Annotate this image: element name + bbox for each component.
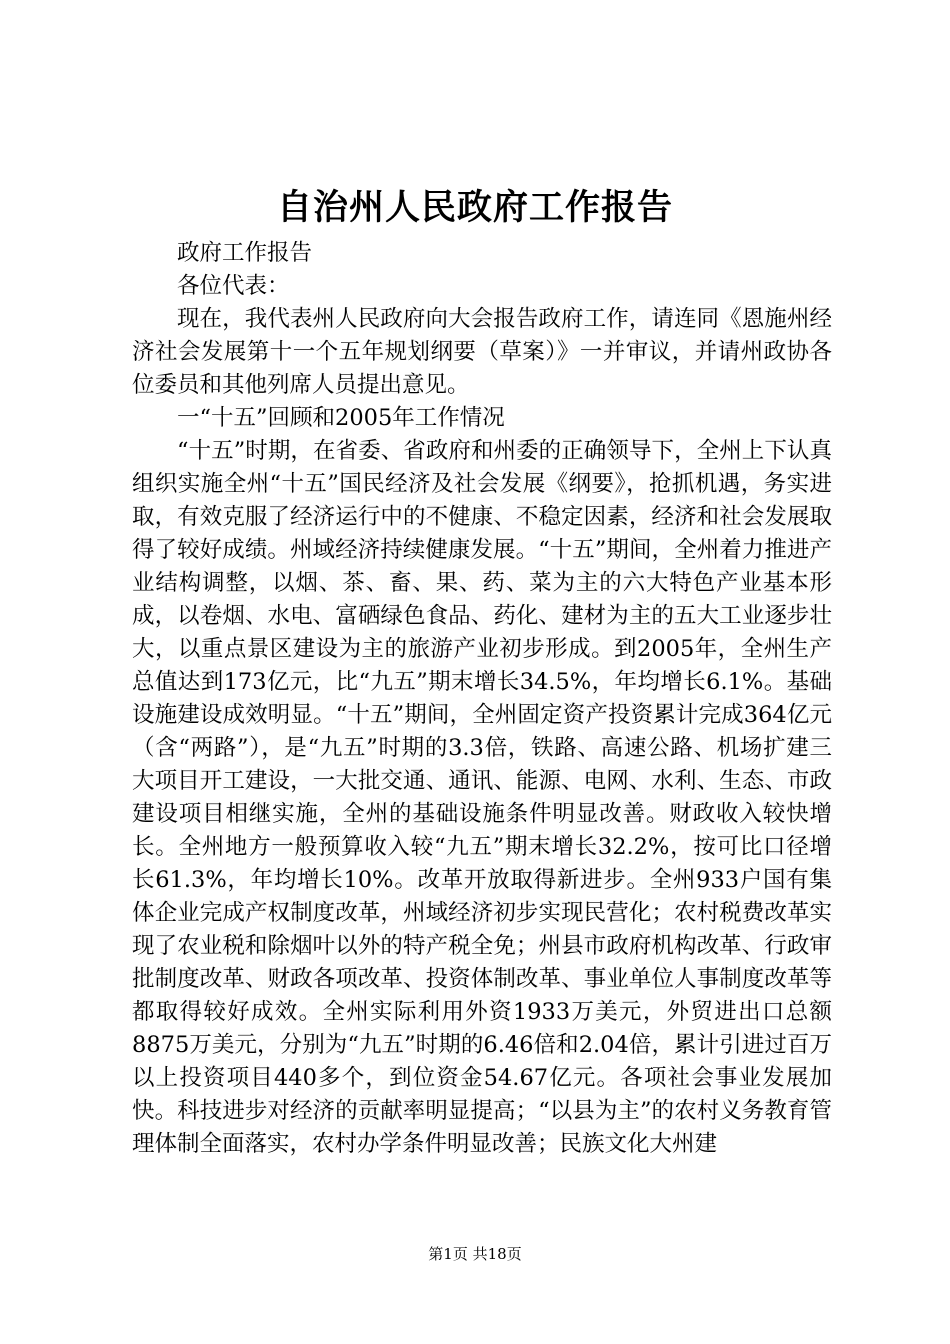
body-paragraph: “十五”时期，在省委、省政府和州委的正确领导下，全州上下认真组织实施全州“十五”国民经济及社会发展《纲要》，抢抓机遇，务实进取，有效克服了经济运行中的不健康、不稳定因素，经济和社会发展取得了较好成绩。州域经济持续健康发展。“十五”期间，全州着力推进产业结构调整，以烟、茶、畜、果、药、菜为主的六大特色产业基本形成，以卷烟、水电、富硒绿色食品、药化、建材为主的五大工业逐步壮大，以重点景区建设为主的旅游产业初步形成。到2005年，全州生产总值达到173亿元，比“九五”期末增长34.5%，年均增长6.1%。基础设施建设成效明显。“十五”期间，全州固定资产投资累计完成364亿元（含“两路”），是“九五”时期的3.3倍，铁路、高速公路、机场扩建三大项目开工建设，一大批交通、通讯、能源、电网、水利、生态、市政建设项目相继实施，全州的基础设施条件明显改善。财政收入较快增长。全州地方一般预算收入较“九五”期末增长32.2%，按可比口径增长61.3%，年均增长10%。改革开放取得新进步。全州933户国有集体企业完成产权制度改革，州域经济初步实现民营化；农村税费改革实现了农业税和除烟叶以外的特产税全免；州县市政府机构改革、行政审批制度改革、财政各项改革、投资体制改革、事业单位人事制度改革等都取得较好成效。全州实际利用外资1933万美元，外贸进出口总额8875万美元，分别为“九五”时期的6.46倍和2.04倍，累计引进过百万以上投资项目440多个，到位资金54.67亿元。各项社会事业发展加快。科技进步对经济的贡献率明显提高；“以县为主”的农村义务教育管理体制全面落实，农村办学条件明显改善；民族文化大州建 — [132, 438, 832, 1157]
page-footer: 第1页 共18页 — [428, 1245, 522, 1263]
document-body — [132, 237, 832, 1161]
document-subtitle: 政府工作报告 — [177, 240, 313, 266]
section-heading: 一“十五”回顾和2005年工作情况 — [177, 405, 505, 431]
salutation: 各位代表： — [177, 273, 290, 299]
body-paragraph: 现在，我代表州人民政府向大会报告政府工作，请连同《恩施州经济社会发展第十一个五年规划纲要（草案）》一并审议，并请州政协各位委员和其他列席人员提出意见。 — [132, 306, 832, 398]
document-title: 自治州人民政府工作报告 — [276, 187, 673, 228]
